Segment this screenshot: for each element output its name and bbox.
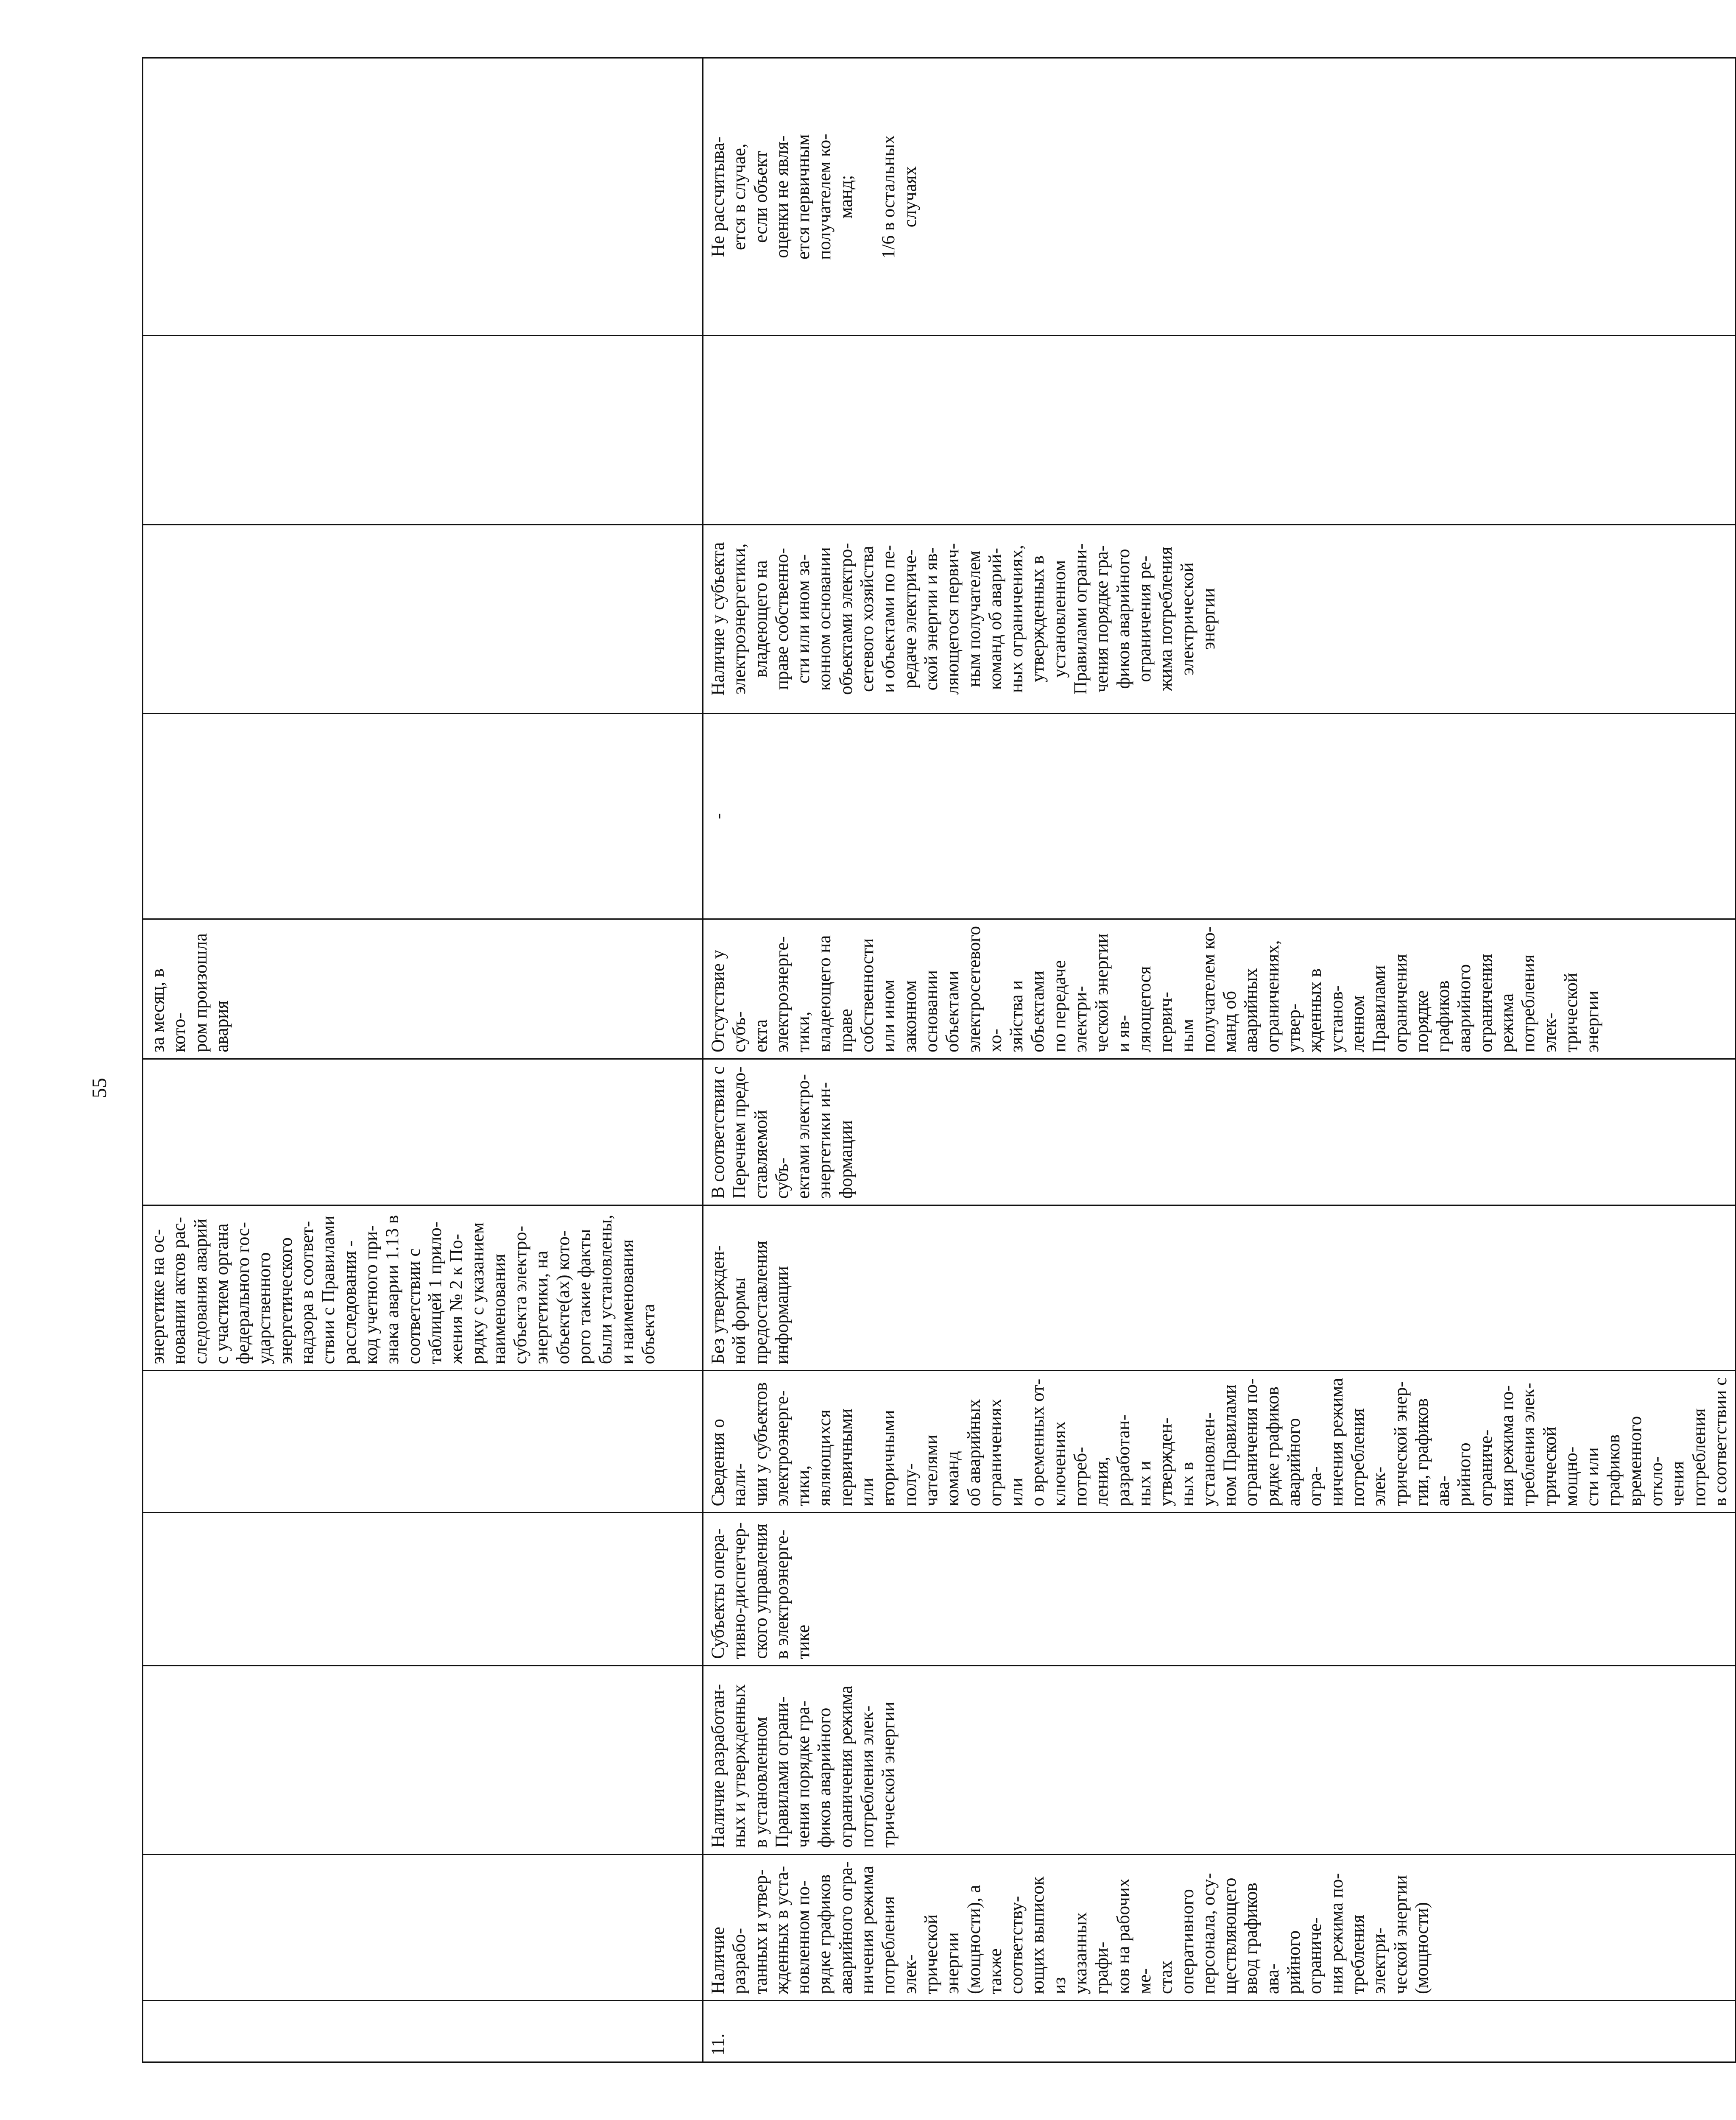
absence-condition-cell: Отсутствие у субъ- екта электроэнерге- тики, владеющего на праве собственности или ином законном основании объектами электросетевого хо- зяйства и объектами по передаче электри- ческой энергии и яв- ляющегося первич- ным получателем ко- манд об аварийных ограничениях, утвер- жденных в установ- ленном Правилами ограничения порядке графиков аварийного ограничения режима потребления элек- трической энергии: [703, 919, 1736, 1059]
data-description-cell: Сведения о нали- чии у субъектов электроэнерге- тики, являющихся первичными или вторичными полу- чателями команд об аварийных ограничениях или о временных от- ключениях потреб- ления, разработан- ных и утвержден- ных в установлен- ном Правилами ограничения по- рядке графиков аварийного огра- ничения режима потребления элек- трической энер- гии, графиков ава- рийного ограниче- ния режима по- требления элек- трической мощно- сти или графиков временного откло- чения потребления в соответствии с: [703, 1371, 1736, 1513]
page-number: 55: [88, 1078, 111, 1098]
criteria-table: [142, 57, 1736, 2063]
cell-top-10: [143, 336, 703, 524]
cell-top-period: за месяц, в кото- ром произошла авария: [143, 919, 703, 1059]
indicator-cell: Наличие разрабо- танных и утвер- жденных в уста- новленном по- рядке графиков аварийного огра- ничения режима потребления элек- трической энергии (мощности), а также соответству- ющих выписок из указанных графи- ков на рабочих ме- стах оперативного персонала, осу- ществляющего ввод графиков ава- рийного ограниче- ния режима по- требления электри- ческой энергии (мощности): [703, 1854, 1736, 2000]
cell-top-11: [143, 58, 703, 336]
absence-value-cell: -: [703, 713, 1736, 919]
cell-top-1: [143, 1854, 703, 2000]
weight-cell: Не рассчитыва- ется в случае, если объект оценки не явля- ется первичным получателем ко- манд; 1/6 в остальных случаях: [703, 58, 1736, 336]
rotated-table-sheet: [142, 57, 1730, 2063]
cell-top-data-description: энергетике на ос- новании актов рас- следования аварий с участием органа федерального гос- ударственного энергетического надзора в соответ- ствии с Правилами расследования - код учетного при- знака аварии 1.13 в соответствии с таблицей 1 прило- жения № 2 к По- рядку с указанием наименования субъекта электро- энергетики, на объекте(ах) кото- рого такие факты были установлены, и наименования объекта: [143, 1205, 703, 1371]
table-row-continued: [143, 58, 703, 2062]
cell-top-4: [143, 1371, 703, 1513]
table-row-11: [703, 58, 1736, 2062]
cell-top-9: [143, 524, 703, 713]
presence-value-cell: [703, 336, 1736, 524]
cell-top-2: [143, 1665, 703, 1854]
cell-number-top: [143, 2000, 703, 2062]
cell-top-8: [143, 713, 703, 919]
criterion-cell: Наличие разработан- ных и утвержденных в установленном Правилами ограни- чения порядке гра- фиков аварийного ограничения режима потребления элек- трической энергии: [703, 1665, 1736, 1854]
presence-condition-cell: Наличие у субъекта электроэнергетики, владеющего на праве собственно- сти или ином за- конном основании объектами электро- сетевого хозяйства и объектами по пе- редаче электриче- ской энергии и яв- ляющегося первич- ным получателем команд об аварий- ных ограничениях, утвержденных в установленном Правилами ограни- чения порядке гра- фиков аварийного ограничения ре- жима потребления электрической энергии: [703, 524, 1736, 713]
source-cell: Субъекты опера- тивно-диспетчер- ского управления в электроэнерге- тике: [703, 1513, 1736, 1665]
cell-top-3: [143, 1513, 703, 1665]
period-cell: В соответствии с Перечнем предо- ставляемой субъ- ектами электро- энергетики ин- формации: [703, 1059, 1736, 1205]
cell-top-6: [143, 1059, 703, 1205]
row-number: 11.: [703, 2000, 1736, 2062]
form-cell: Без утвержден- ной формы предоставления информации: [703, 1205, 1736, 1371]
